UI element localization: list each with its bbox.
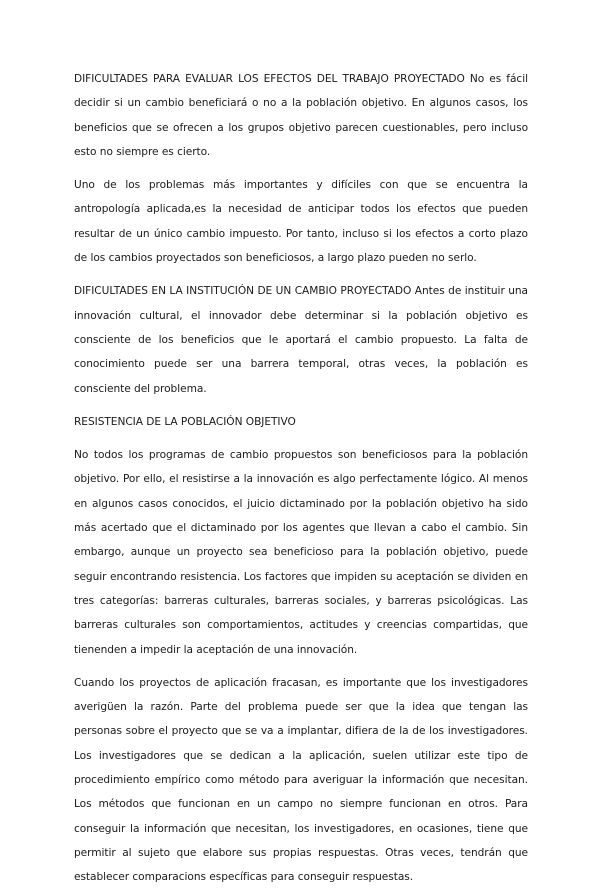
paragraph-programas [74,443,528,662]
heading-evaluar: DIFICULTADES PARA EVALUAR LOS EFECTOS DEL TRABAJO PROYECTADO [74,73,465,85]
text-institucion: Antes de instituir una innovación cultural, el innovador debe determinar si la población objetivo es consciente de los beneficios que le aportará el cambio propuesto. La falta de conocimiento puede ser una barrera temporal, otras veces, la población es consciente del problema. [74,285,528,395]
text-programas: No todos los programas de cambio propuestos son beneficiosos para la población objetivo. Por ello, el resistirse a la innovación es algo perfectamente lógico. Al menos en algunos casos conocidos, el juicio dictaminado por la población objetivo ha sido más acertado que el dictaminado por los agentes que llevan a cabo el cambio. Sin embargo, aunque un proyecto sea beneficioso para la población objetivo, puede seguir encontrando resistencia. Los factores que impiden su aceptación se dividen en tres categorías: barreras culturales, barreras sociales, y barreras psicológicas. Las barreras culturales son comportamientos, actitudes y creencias compartidas, que tienenden a impedir la aceptación de una innovación. [74,449,528,656]
heading-institucion: DIFICULTADES EN LA INSTITUCIÓN DE UN CAMBIO PROYECTADO [74,285,412,298]
paragraph-antropologia [74,173,528,270]
paragraph-proyectos [74,671,528,890]
heading-resistencia [74,410,528,434]
text-antropologia: Uno de los problemas más importantes y difíciles con que se encuentra la antropología aplicada,es la necesidad de anticipar todos los efectos que pueden resultar de un único cambio impuesto. Por tanto, incluso si los efectos a corto plazo de los cambios proyectados son beneficiosos, a largo plazo pueden no serlo. [74,179,528,265]
paragraph-institucion [74,279,528,400]
text-proyectos: Cuando los proyectos de aplicación fracasan, es importante que los investigadores averigüen la razón. Parte del problema puede ser que la idea que tengan las personas sobre el proyecto que se va a implantar, difiera de la de los investigadores. Los investigadores que se dedican a la aplicación, suelen utilizar este tipo de procedimiento empírico como método para averiguar la información que necesitan. Los métodos que funcionan en un campo no siempre funcionan en otros. Para conseguir la información que necesitan, los investigadores, en ocasiones, tiene que permitir al sujeto que elabore sus propias respuestas. Otras veces, tendrán que establecer comparacions específicas para conseguir respuestas. [74,676,528,884]
heading-resistencia-text: RESISTENCIA DE LA POBLACIÓN OBJETIVO [74,415,296,428]
document-page [74,67,528,890]
paragraph-evaluar [74,67,528,164]
text-evaluar: No es fácil decidir si un cambio beneficiará o no a la población objetivo. En algunos casos, los beneficios que se ofrecen a los grupos objetivo parecen cuestionables, pero incluso esto no siempre es cierto. [74,73,528,158]
